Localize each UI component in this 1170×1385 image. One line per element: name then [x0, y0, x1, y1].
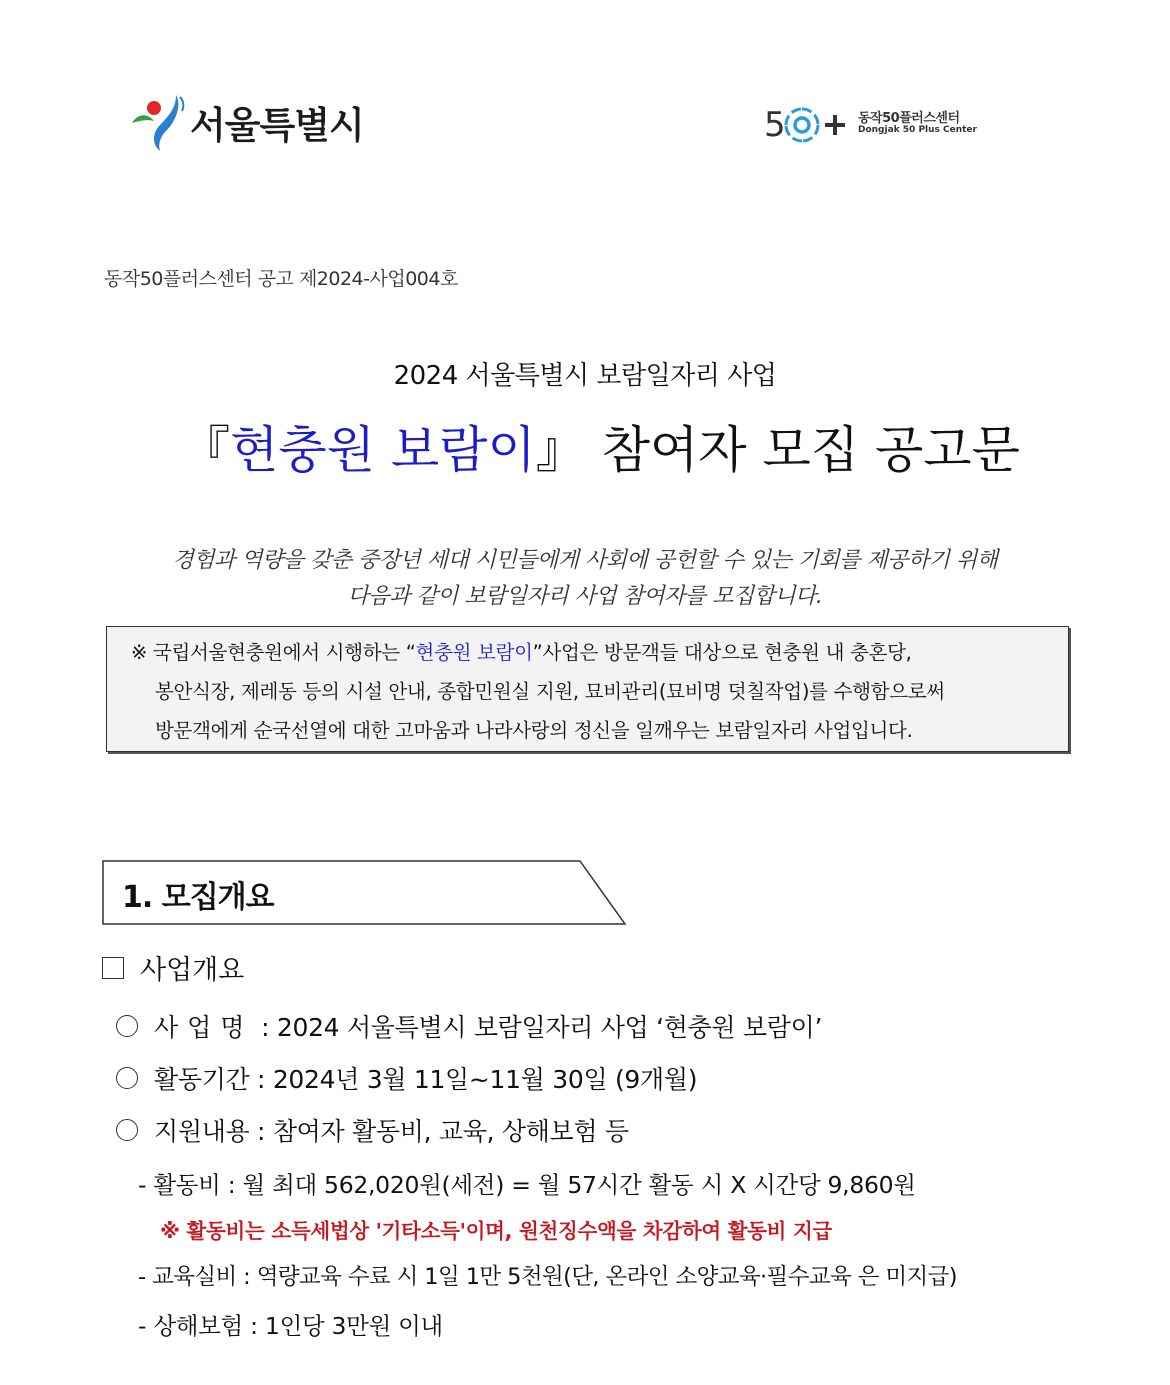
circle-bullet-icon	[116, 1067, 138, 1089]
square-bullet-icon	[102, 957, 124, 979]
detail-education-fee: - 교육실비 : 역량교육 수료 시 1일 1만 5천원(단, 온라인 소양교육·필수교육 은 미지급)	[138, 1264, 957, 1290]
item-label: 사업명	[154, 1013, 254, 1042]
section-title: 1. 모집개요	[122, 880, 274, 915]
info-line-3: 방문객에게 순국선열에 대한 고마움과 나라사랑의 정신을 일깨우는 보람일자리 사업입니다.	[155, 719, 913, 742]
info-line-2: 봉안식장, 제레동 등의 시설 안내, 종합민원실 지원, 묘비관리(묘비명 덧칠작업)를 수행함으로써	[155, 680, 945, 703]
info-line-1	[131, 633, 1068, 672]
fifty-plus-mark-icon	[764, 104, 848, 144]
item-value: : 참여자 활동비, 교육, 상해보험 등	[249, 1117, 629, 1146]
title-open-bracket: 『	[180, 421, 231, 479]
info-line-1-suffix: ”사업은 방문객들 대상으로 현충원 내 충혼당,	[532, 641, 912, 664]
item-label: 활동기간	[154, 1065, 250, 1094]
info-box	[106, 626, 1069, 752]
item-business-name	[116, 1008, 822, 1044]
svg-text:5: 5	[764, 105, 786, 144]
item-label: 지원내용	[154, 1117, 250, 1146]
seoul-emblem-icon	[130, 91, 188, 153]
seoul-logo-text: 서울특별시	[190, 104, 364, 147]
center-name-english: Dongjak 50 Plus Center	[858, 125, 977, 136]
intro-text	[0, 543, 1170, 615]
document-title	[0, 410, 1170, 482]
section-heading	[102, 860, 632, 928]
item-support	[116, 1112, 629, 1148]
detail-insurance: - 상해보험 : 1인당 3만원 이내	[138, 1312, 443, 1340]
center-name-korean: 동작50플러스센터	[858, 110, 960, 126]
detail-activity-fee: - 활동비 : 월 최대 562,020원(세전) = 월 57시간 활동 시 X 시간당 9,860원	[138, 1171, 916, 1199]
notice-number: 동작50플러스센터 공고 제2024-사업004호	[104, 268, 458, 290]
info-line-1-highlight: 현충원 보람이	[415, 641, 533, 664]
intro-line-2: 다음과 같이 보람일자리 사업 참여자를 모집합니다.	[347, 584, 823, 609]
circle-bullet-icon	[116, 1015, 138, 1037]
seoul-logo	[130, 90, 364, 154]
intro-line-1: 경험과 역량을 갖춘 중장년 세대 시민들에게 사회에 공헌할 수 있는 기회를 제공하기 위해	[172, 548, 998, 573]
item-value: : 2024 서울특별시 보람일자리 사업 ‘현충원 보람이’	[253, 1013, 823, 1042]
document-subtitle: 2024 서울특별시 보람일자리 사업	[393, 361, 777, 391]
item-activity-period	[116, 1060, 697, 1096]
title-highlight: 현충원 보람이	[230, 421, 536, 479]
info-line-1-prefix: ※ 국립서울현충원에서 시행하는 “	[131, 641, 416, 664]
title-close-bracket: 』	[535, 421, 586, 479]
item-value: : 2024년 3월 11일~11월 30일 (9개월)	[249, 1065, 698, 1094]
warning-note: ※ 활동비는 소득세법상 '기타소득'이며, 원천징수액을 차감하여 활동비 지급	[160, 1219, 833, 1243]
title-rest: 참여자 모집 공고문	[585, 421, 1020, 479]
dongjak-50plus-logo	[764, 104, 977, 144]
subsection-heading	[102, 948, 244, 987]
circle-bullet-icon	[116, 1119, 138, 1141]
subsection-title: 사업개요	[140, 955, 245, 986]
